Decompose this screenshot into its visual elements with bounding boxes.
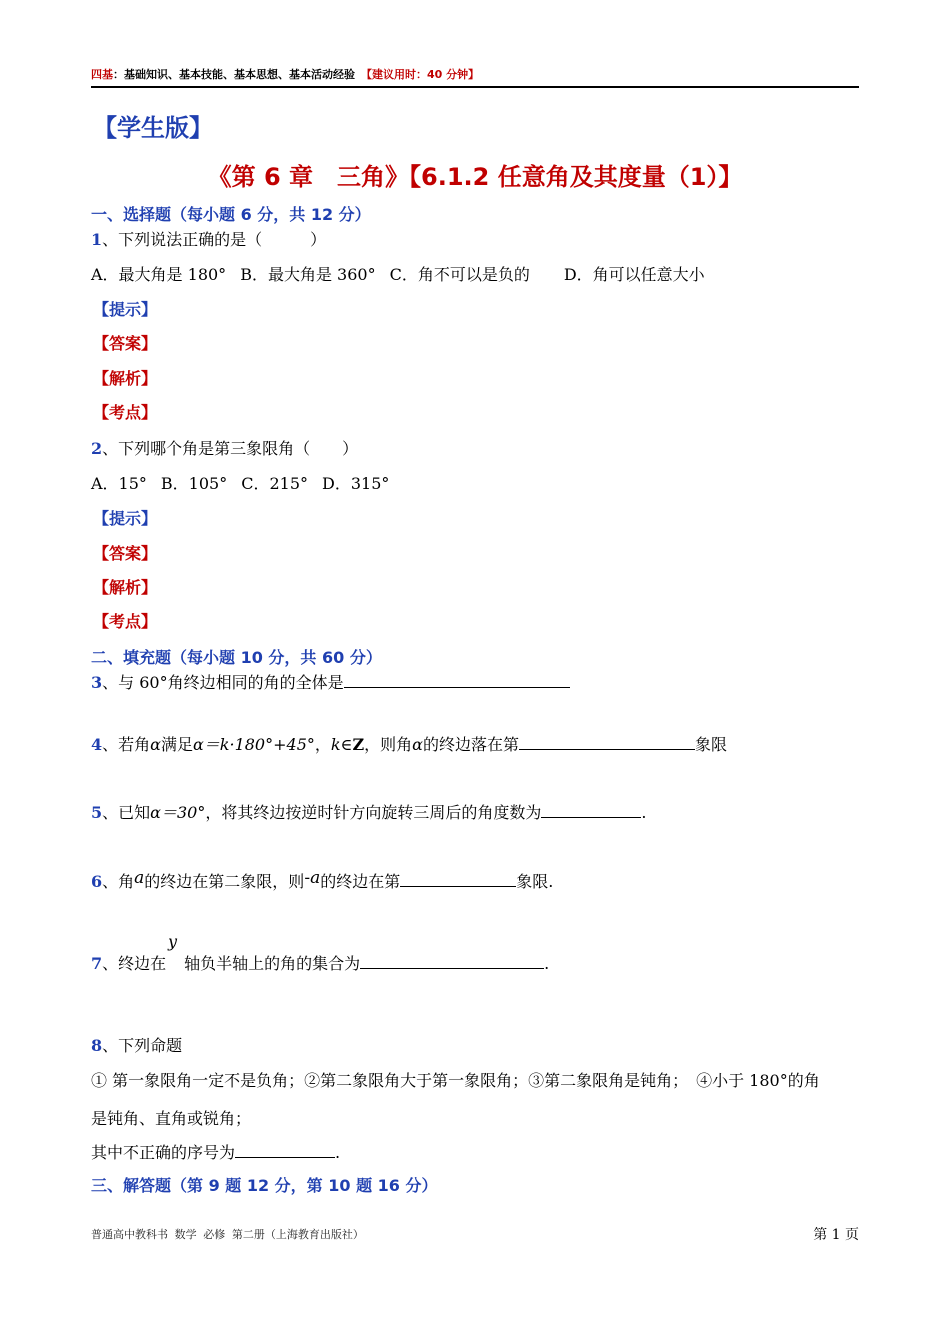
q1-analysis-tag: 【解析】: [93, 369, 158, 388]
k-symbol: k: [330, 735, 341, 754]
header-time: 【建议用时：40 分钟】: [361, 68, 480, 81]
student-version-label: 【学生版】: [93, 114, 213, 142]
q7-text-pre: 、终边在: [102, 954, 167, 973]
q7-period: .: [544, 954, 550, 973]
option-c: C．角不可以是负的: [389, 265, 530, 284]
q1-answer-tag: 【答案】: [93, 334, 158, 353]
q6-text-pre: 、角: [102, 872, 135, 891]
a-symbol: a: [310, 868, 321, 888]
answer-blank[interactable]: [541, 803, 641, 818]
question-text: 、下列命题: [102, 1036, 183, 1055]
option-d: D．角可以任意大小: [563, 265, 705, 284]
page-title: 《第 6 章 三角》【6.1.2 任意角及其度量（1）】: [207, 163, 743, 191]
answer-blank[interactable]: [235, 1143, 335, 1158]
q7-text-post: 轴负半轴上的角的集合为: [184, 954, 361, 973]
z-symbol: Z: [352, 735, 365, 754]
q6-text-mid2: 的终边在第: [320, 872, 401, 891]
q4-text-mid3: 的终边落在第: [422, 735, 519, 754]
q8-propositions-line1: ① 第一象限角一定不是负角；②第二象限角大于第一象限角；③第二象限角是钝角； ④小于 180°的角: [91, 1071, 820, 1090]
section-solve-heading: 三、解答题（第 9 题 12 分，第 10 题 16 分）: [91, 1176, 438, 1195]
page-number: 第 1 页: [813, 1227, 859, 1243]
question-number: 1: [91, 230, 103, 249]
q8-propositions-line2: 是钝角、直角或锐角；: [91, 1109, 252, 1128]
q2-hint-tag: 【提示】: [93, 509, 158, 528]
q2-answer-tag: 【答案】: [93, 544, 158, 563]
header-divider: [91, 86, 859, 88]
option-d: D．315°: [322, 474, 390, 493]
in-symbol: ∈: [340, 735, 353, 754]
question-6: [91, 869, 553, 892]
question-text: 、下列说法正确的是（ ）: [102, 230, 327, 249]
q4-formula: α＝k·180°+45°: [192, 735, 315, 754]
question-text: 、下列哪个角是第三象限角（ ）: [102, 439, 359, 458]
question-7: [91, 951, 549, 974]
header-lead: 四基: [91, 68, 113, 81]
question-number: 7: [91, 954, 103, 973]
answer-blank[interactable]: [400, 872, 516, 887]
question-text: 、与 60°角终边相同的角的全体是: [102, 673, 344, 692]
option-c: C．215°: [241, 474, 309, 493]
question-number: 6: [91, 872, 103, 891]
answer-blank[interactable]: [519, 735, 695, 750]
y-axis-symbol: y: [168, 932, 178, 951]
q4-text-mid2: ，则角: [364, 735, 413, 754]
q4-comma: ，: [314, 735, 331, 754]
footer-book-title: 普通高中教科书 数学 必修 第二册（上海教育出版社）: [91, 1228, 364, 1241]
question-3: [91, 670, 570, 693]
q6-text-mid: 的终边在第二象限，则: [144, 872, 305, 891]
q5-text-post: ，将其终边按逆时针方向旋转三周后的角度数为: [205, 803, 542, 822]
q1-point-tag: 【考点】: [93, 403, 158, 422]
question-number: 8: [91, 1036, 103, 1055]
header-body: ：基础知识、基本技能、基本思想、基本活动经验: [113, 68, 355, 81]
q1-hint-tag: 【提示】: [93, 300, 158, 319]
alpha-symbol: α: [150, 735, 161, 754]
question-4: [91, 732, 727, 755]
answer-blank[interactable]: [344, 673, 570, 688]
q4-text-pre: 、若角: [102, 735, 151, 754]
q8-answer-prompt: 其中不正确的序号为: [91, 1143, 236, 1162]
q6-text-post: 象限.: [516, 872, 554, 891]
a-symbol: a: [134, 868, 145, 888]
q8-period: .: [335, 1143, 341, 1162]
option-b: B．105°: [160, 474, 228, 493]
section-choice-heading: 一、选择题（每小题 6 分，共 12 分）: [91, 205, 371, 224]
q2-point-tag: 【考点】: [93, 612, 158, 631]
option-a: A．15°: [91, 474, 147, 493]
q5-formula: α＝30°: [150, 803, 206, 822]
question-2: [91, 436, 358, 459]
question-5: [91, 800, 646, 823]
question-1: [91, 227, 326, 250]
q4-text-post: 象限: [694, 735, 727, 754]
question-number: 5: [91, 803, 103, 822]
q8-answer-line: [91, 1140, 340, 1163]
answer-blank[interactable]: [360, 954, 544, 969]
option-b: B．最大角是 360°: [240, 265, 376, 284]
alpha-symbol: α: [412, 735, 423, 754]
question-number: 3: [91, 673, 103, 692]
question-8: [91, 1033, 182, 1056]
q4-text-mid: 满足: [160, 735, 193, 754]
page-header: [91, 66, 479, 82]
question-1-options: [91, 262, 719, 285]
question-number: 2: [91, 439, 103, 458]
section-fill-heading: 二、填充题（每小题 10 分，共 60 分）: [91, 648, 382, 667]
option-a: A．最大角是 180°: [91, 265, 227, 284]
minus-symbol: -: [304, 868, 311, 888]
question-2-options: [91, 471, 403, 494]
q2-analysis-tag: 【解析】: [93, 578, 158, 597]
q5-text-pre: 、已知: [102, 803, 151, 822]
question-number: 4: [91, 735, 103, 754]
q5-period: .: [641, 803, 647, 822]
